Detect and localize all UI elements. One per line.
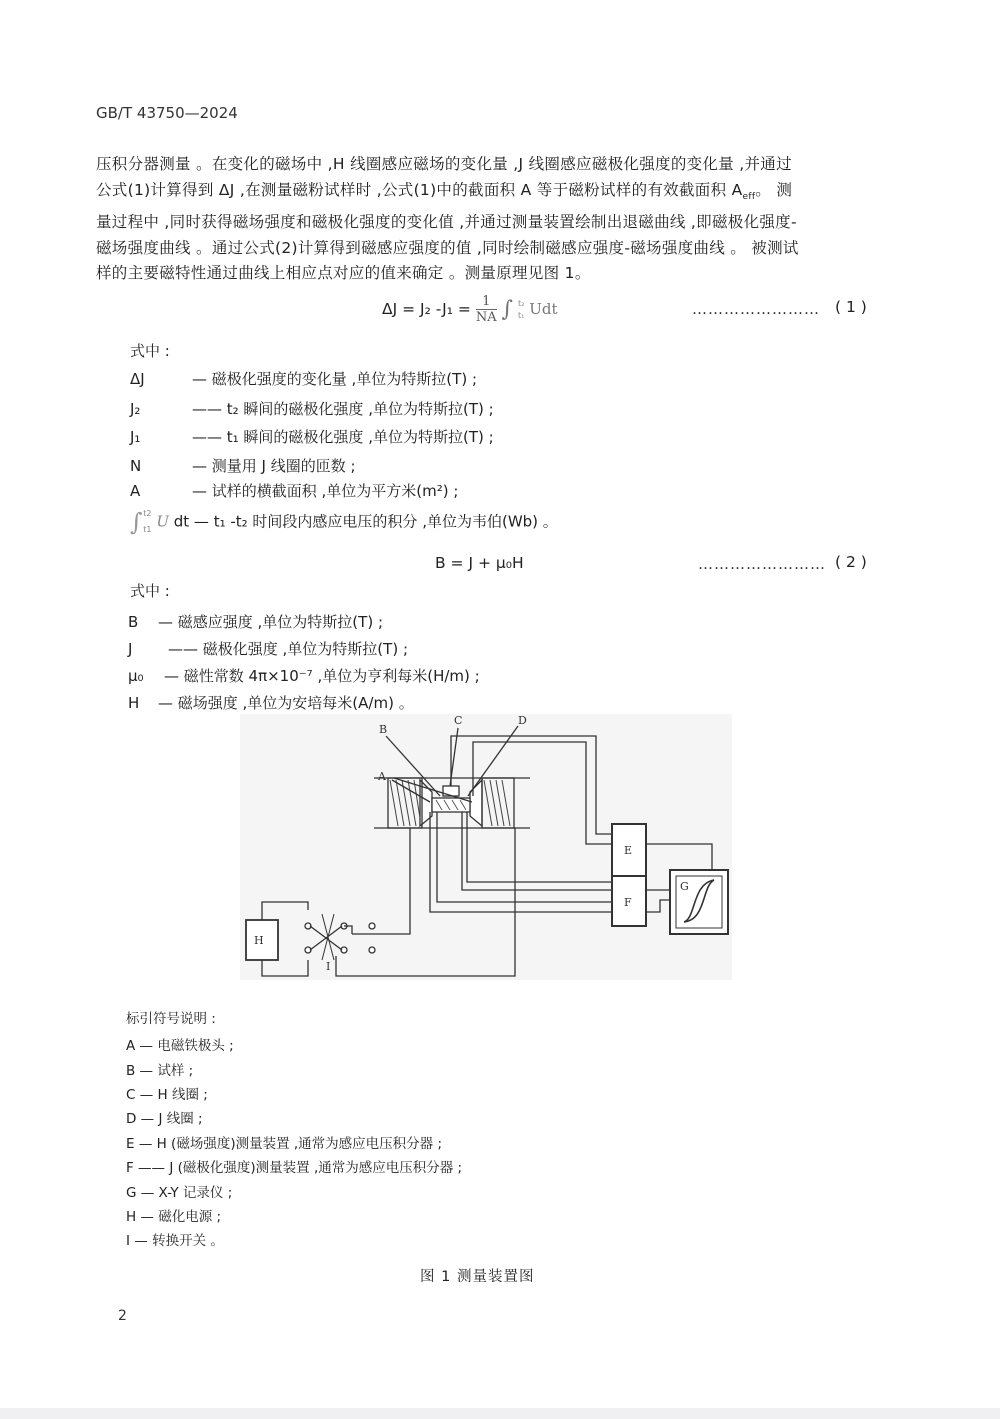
label-c: C <box>454 714 463 727</box>
legend-title: 标引符号说明 : <box>126 1011 216 1027</box>
def-row-integral: ∫ t2 t1 U dt — t₁ -t₂ 时间段内感应电压的积分 ,单位为韦伯(Wb) 。 <box>130 508 558 536</box>
figure-caption: 图 1 测量装置图 <box>420 1269 535 1285</box>
formula-1-number: ( 1 ) <box>835 298 867 316</box>
legend-item: E — H (磁场强度)测量装置 ,通常为感应电压积分器 ; <box>126 1136 443 1152</box>
def-row: N — 测量用 J 线圈的匝数 ; <box>130 457 356 475</box>
label-i: I <box>326 960 331 973</box>
label-f: F <box>624 896 632 909</box>
integral-limits: t₂ t₁ <box>517 298 525 320</box>
where-label-2: 式中 : <box>130 582 170 600</box>
formula-2-number: ( 2 ) <box>835 553 867 571</box>
page-bottom-edge <box>0 1408 1000 1419</box>
legend-item: D — J 线圈 ; <box>126 1111 203 1127</box>
paragraph-line: 量过程中 ,同时获得磁场强度和磁极化强度的变化值 ,并通过测量装置绘制出退磁曲线 ,即磁极化强度- <box>96 213 797 232</box>
def-row: J —— 磁极化强度 ,单位为特斯拉(T) ; <box>128 640 408 658</box>
legend-item: A — 电磁铁极头 ; <box>126 1038 234 1054</box>
legend-item: C — H 线圈 ; <box>126 1087 208 1103</box>
paragraph-line: 样的主要磁特性通过曲线上相应点对应的值来确定 。测量原理见图 1。 <box>96 264 591 283</box>
measurement-diagram <box>240 714 732 980</box>
body-paragraph <box>96 152 886 287</box>
formula-1-fraction: $\frac{1}{NA}$ <box>475 294 497 325</box>
def-row: A — 试样的横截面积 ,单位为平方米(m²) ; <box>130 482 459 500</box>
formula-2: B = J + μ₀H <box>435 554 524 572</box>
def-row: B — 磁感应强度 ,单位为特斯拉(T) ; <box>128 613 383 631</box>
legend-item: G — X-Y 记录仪 ; <box>126 1185 233 1201</box>
label-h: H <box>254 934 264 947</box>
eff-subscript: eff <box>742 191 756 202</box>
label-e: E <box>624 844 633 857</box>
integral-sign: ∫ <box>501 297 513 322</box>
paragraph-line: 压积分器测量 。在变化的磁场中 ,H 线圈感应磁场的变化量 ,J 线圈感应磁极化强度的变化量 ,并通过 <box>96 155 792 173</box>
formula-1 <box>382 294 558 325</box>
paragraph-line: 磁场强度曲线 。通过公式(2)计算得到磁感应强度的值 ,同时绘制磁感应强度-磁场强度曲线 。 被测试 <box>96 238 799 257</box>
def-row: μ₀ — 磁性常数 4π×10⁻⁷ ,单位为亨利每米(H/m) ; <box>128 667 480 685</box>
formula-2-dots: …………………… <box>698 555 826 573</box>
def-row: ΔJ — 磁极化强度的变化量 ,单位为特斯拉(T) ; <box>130 370 477 388</box>
formula-1-dots: …………………… <box>692 300 820 318</box>
formula-1-lhs: ΔJ = J₂ -J₁ = <box>382 300 471 318</box>
def-row: H — 磁场强度 ,单位为安培每米(A/m) 。 <box>128 694 414 712</box>
label-b: B <box>379 723 388 736</box>
legend-item: I — 转换开关 。 <box>126 1233 224 1249</box>
paragraph-line: 公式(1)计算得到 ΔJ ,在测量磁粉试样时 ,公式(1)中的截面积 A 等于磁粉试样的有效截面积 $A_{eff}$。 测 <box>96 180 793 202</box>
legend-item: B — 试样 ; <box>126 1063 194 1079</box>
label-g: G <box>680 880 689 893</box>
standard-number: GB/T 43750—2024 <box>96 104 238 122</box>
label-d: D <box>518 714 527 727</box>
label-a: A <box>378 770 386 783</box>
legend-item: H — 磁化电源 ; <box>126 1209 222 1225</box>
where-label-1: 式中 : <box>130 342 170 360</box>
integrand: Udt <box>529 300 558 318</box>
def-row: J₂ —— t₂ 瞬间的磁极化强度 ,单位为特斯拉(T) ; <box>130 400 494 418</box>
def-row: J₁ —— t₁ 瞬间的磁极化强度 ,单位为特斯拉(T) ; <box>130 428 494 446</box>
page-number: 2 <box>118 1308 127 1324</box>
legend-item: F —— J (磁极化强度)测量装置 ,通常为感应电压积分器 ; <box>126 1160 463 1176</box>
